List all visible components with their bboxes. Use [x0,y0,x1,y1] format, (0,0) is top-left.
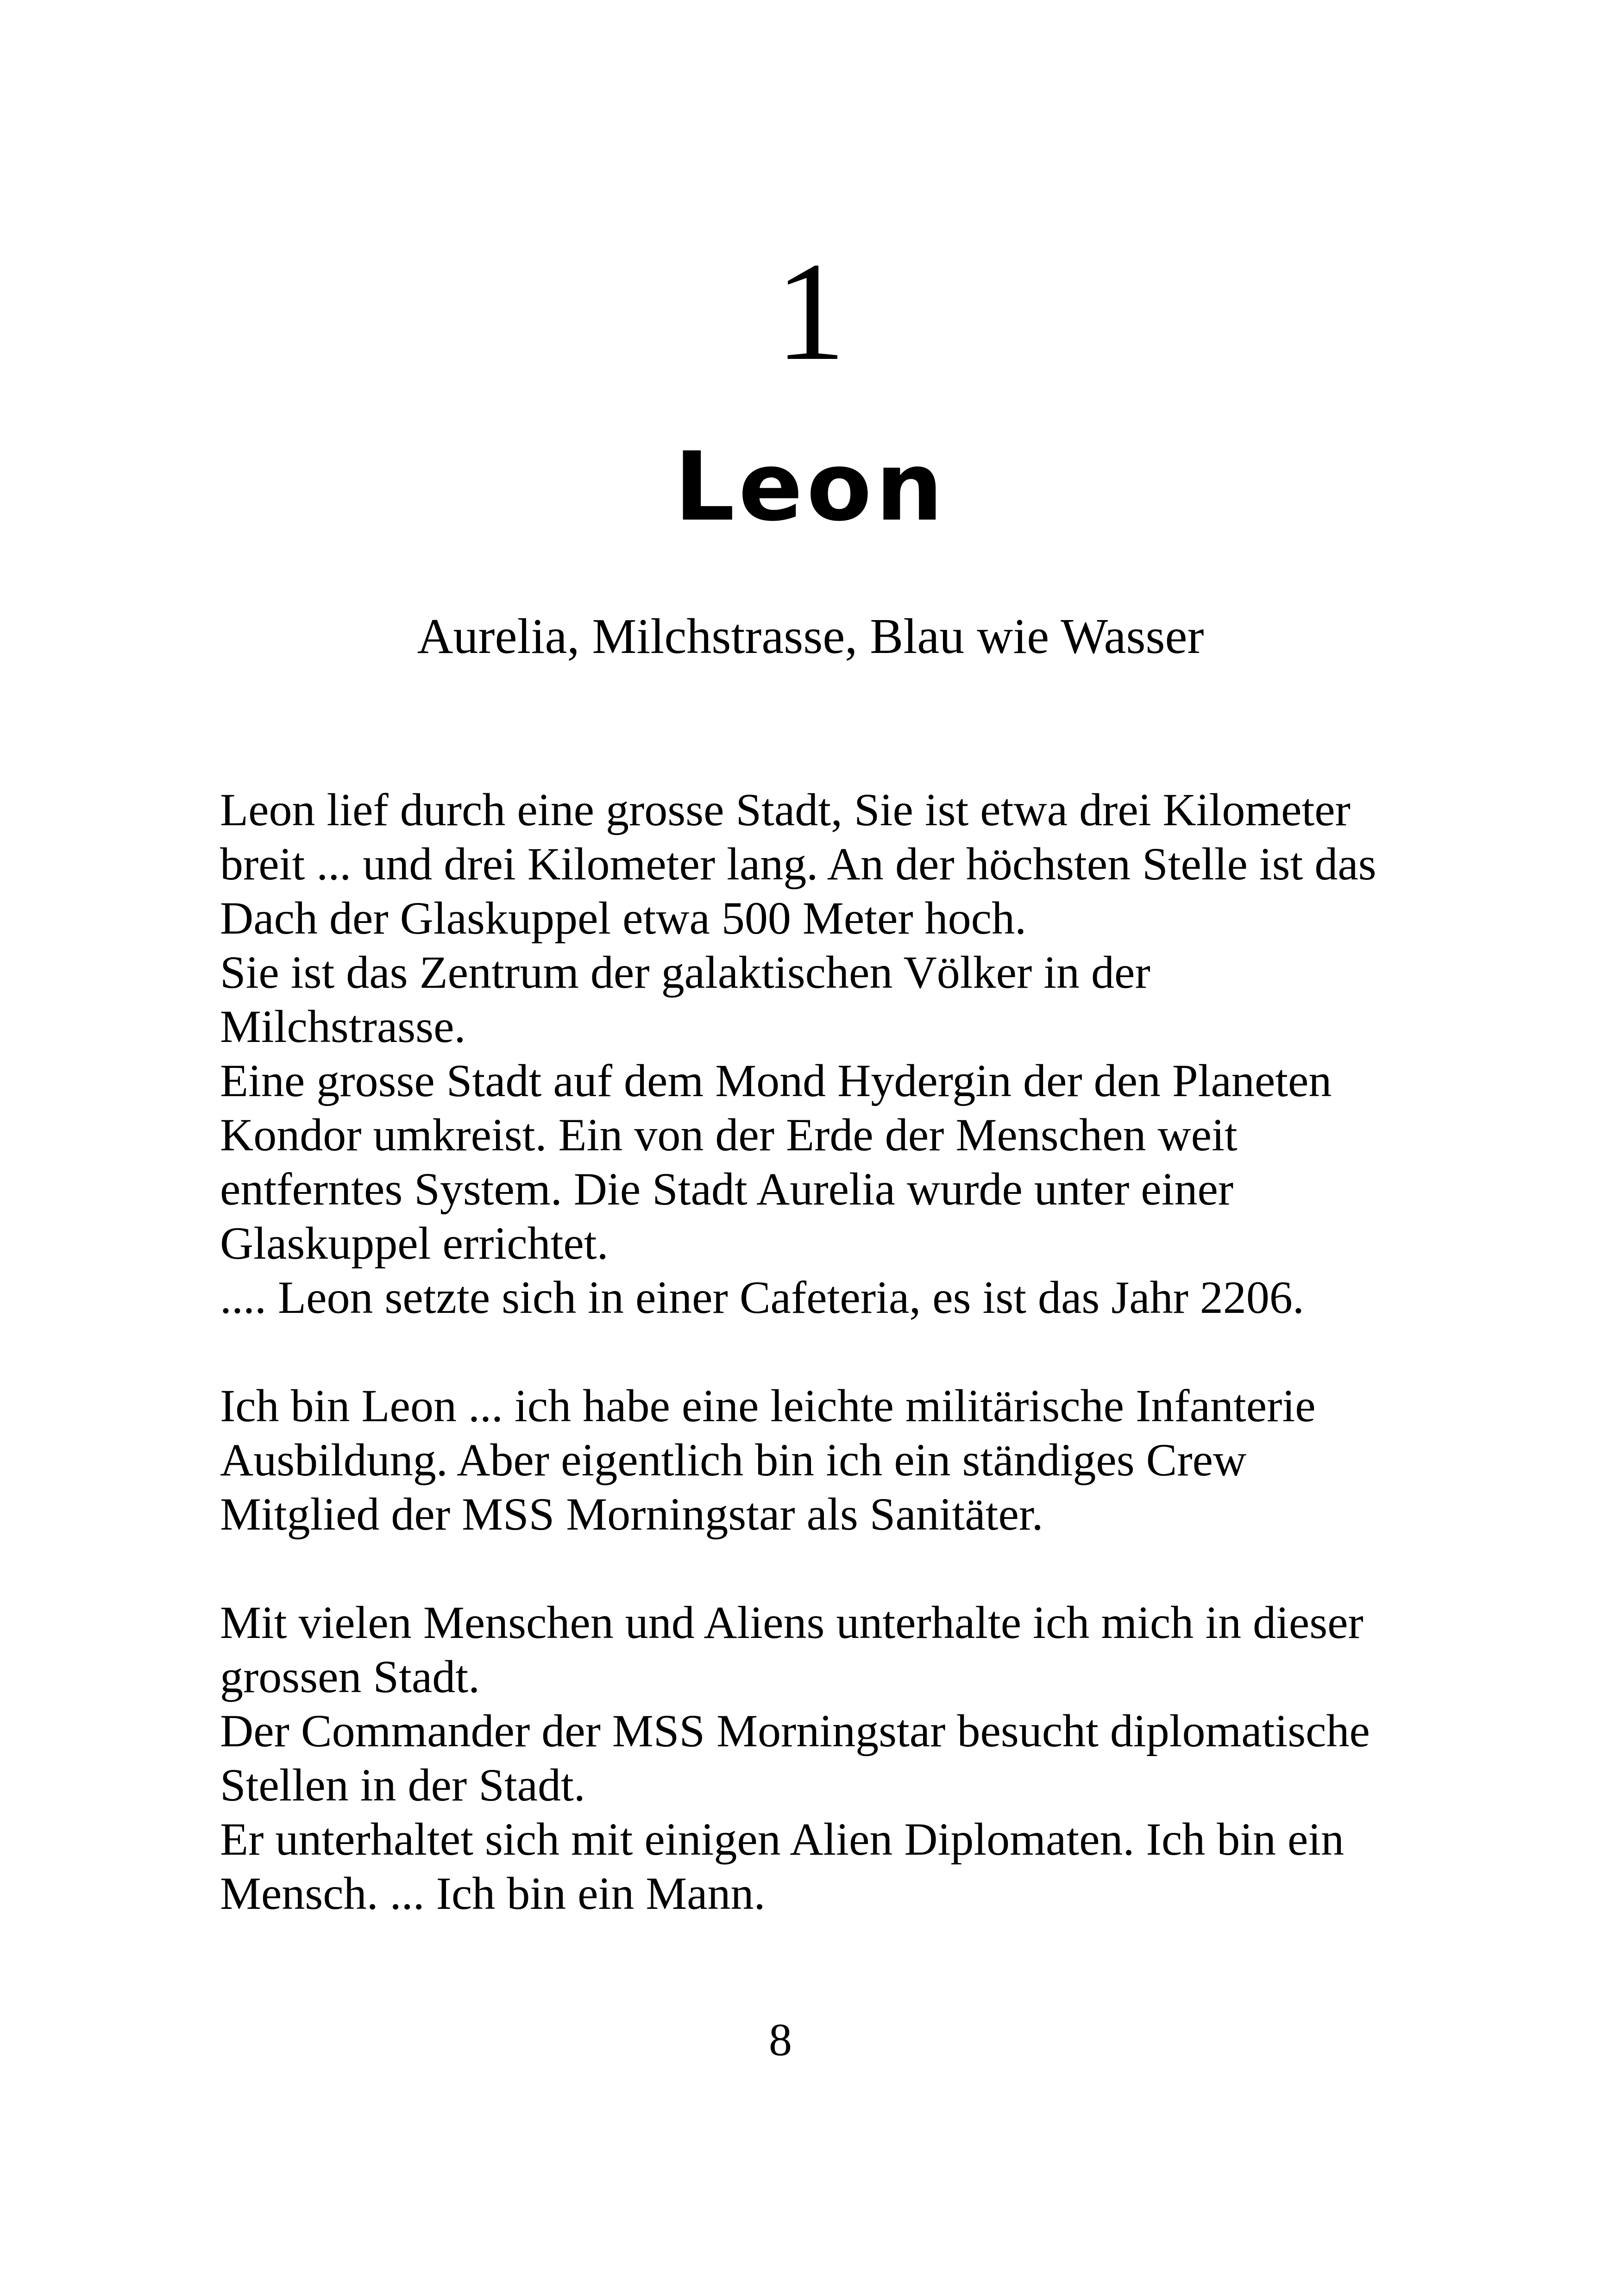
body-text [220,783,1433,1920]
chapter-title: Leon [674,432,947,542]
body-line: Mit vielen Menschen und Aliens unterhalte ich mich in dieser [220,1597,1363,1648]
body-line: Ausbildung. Aber eigentlich bin ich ein ständiges Crew [220,1434,1247,1486]
body-line: entferntes System. Die Stadt Aurelia wurde unter einer [220,1163,1234,1215]
body-line: Er unterhaltet sich mit einigen Alien Diplomaten. Ich bin ein [220,1813,1345,1865]
body-line: .... Leon setzte sich in einer Cafeteria, es ist das Jahr 2206. [220,1272,1304,1323]
body-line: Dach der Glaskuppel etwa 500 Meter hoch. [220,892,1027,944]
paragraph-gap [220,1541,1433,1595]
body-line: Sie ist das Zentrum der galaktischen Völker in der [220,947,1150,998]
body-line: Kondor umkreist. Ein von der Erde der Menschen weit [220,1109,1238,1161]
paragraph-gap [220,1324,1433,1379]
body-line: Mensch. ... Ich bin ein Mann. [220,1868,766,1919]
body-line: Glaskuppel errichtet. [220,1217,609,1269]
chapter-number: 1 [775,233,846,389]
body-line: Der Commander der MSS Morningstar besucht diplomatische [220,1705,1370,1757]
body-line: Stellen in der Stadt. [220,1759,585,1811]
body-line: Milchstrasse. [220,1001,466,1052]
body-line: grossen Stadt. [220,1651,480,1702]
body-line: Leon lief durch eine grosse Stadt, Sie ist etwa drei Kilometer [220,784,1351,835]
body-line: Mitglied der MSS Morningstar als Sanitäter. [220,1488,1043,1540]
body-line: Ich bin Leon ... ich habe eine leichte militärische Infanterie [220,1380,1316,1431]
page-number: 8 [769,2014,792,2065]
body-line: Eine grosse Stadt auf dem Mond Hydergin der den Planeten [220,1055,1332,1106]
chapter-subtitle: Aurelia, Milchstrasse, Blau wie Wasser [417,609,1204,664]
body-line: breit ... und drei Kilometer lang. An der höchsten Stelle ist das [220,838,1376,890]
